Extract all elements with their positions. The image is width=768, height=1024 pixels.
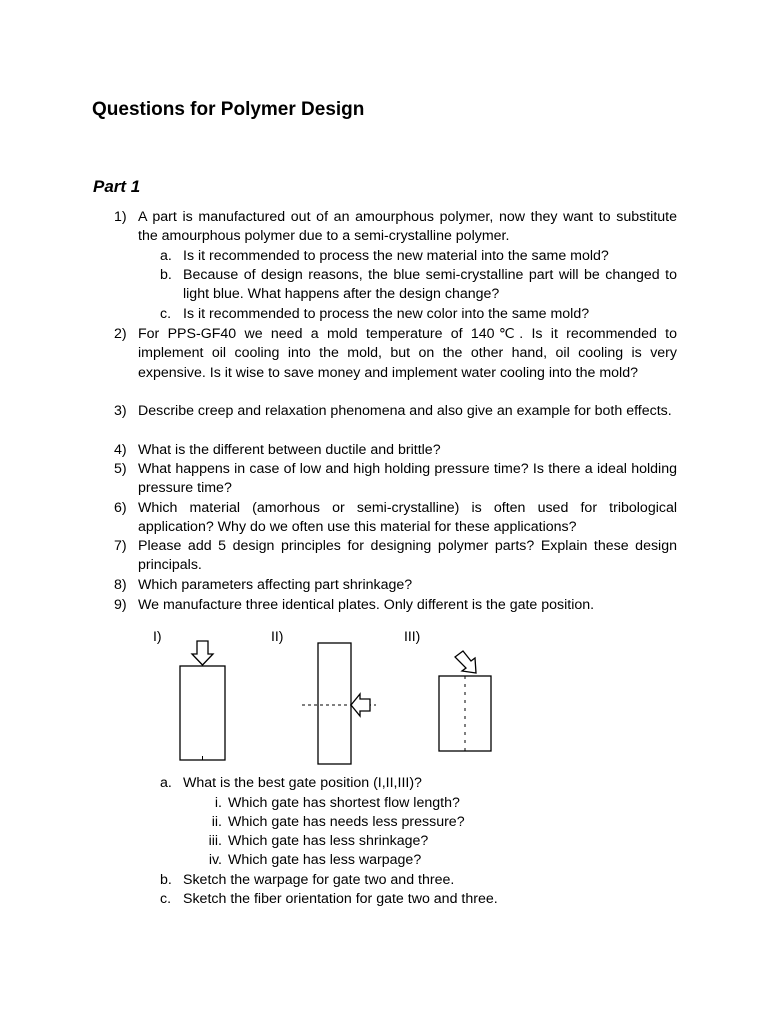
subitem-letter: c. bbox=[160, 891, 172, 907]
subitem-letter: c. bbox=[160, 306, 172, 322]
question-text: What is the different between ductile and brittle? bbox=[138, 442, 441, 458]
plate-two bbox=[302, 643, 376, 764]
roman-item-text: Which gate has less warpage? bbox=[228, 852, 422, 868]
question-number: 1) bbox=[114, 209, 127, 225]
gate-label-one: I) bbox=[153, 628, 162, 644]
subitem-letter: b. bbox=[160, 872, 172, 888]
question-9-a-iii bbox=[200, 832, 600, 851]
question-text: Which material (amorhous or semi-crystalline) is often used for tribological application? Why do we often use this material for these applications? bbox=[138, 500, 677, 536]
question-number: 9) bbox=[114, 597, 127, 613]
subitem-text: Is it recommended to process the new material into the same mold? bbox=[183, 248, 609, 264]
roman-numeral: i. bbox=[214, 795, 222, 811]
roman-numeral: ii. bbox=[211, 814, 222, 830]
roman-item-text: Which gate has needs less pressure? bbox=[228, 814, 465, 830]
question-text: A part is manufactured out of an amourphous polymer, now they want to substitute the amourphous polymer due to a semi-crystalline polymer. bbox=[138, 209, 677, 245]
roman-numeral: iv. bbox=[208, 852, 222, 868]
part-heading: Part 1 bbox=[93, 177, 141, 196]
question-9-a bbox=[160, 774, 677, 793]
question-9-a-iv bbox=[200, 851, 600, 870]
question-text: What happens in case of low and high holding pressure time? Is there a ideal holding pressure time? bbox=[138, 461, 677, 497]
plate-three bbox=[439, 651, 491, 751]
question-9-a-i bbox=[200, 794, 600, 813]
gate-label-three: III) bbox=[404, 628, 421, 644]
gate-label-two: II) bbox=[271, 628, 284, 644]
subitem-text: Because of design reasons, the blue semi-crystalline part will be changed to light blue. What happens after the design change? bbox=[183, 267, 677, 303]
question-text: For PPS-GF40 we need a mold temperature of 140℃. Is it recommended to implement oil cooling into the mold, but on the other hand, oil cooling is very expensive. Is it wise to save money and implement water cooling into the mold? bbox=[138, 326, 677, 381]
roman-item-text: Which gate has less shrinkage? bbox=[228, 833, 429, 849]
question-number: 3) bbox=[114, 403, 127, 419]
roman-numeral: iii. bbox=[208, 833, 222, 849]
roman-item-text: Which gate has shortest flow length? bbox=[228, 795, 460, 811]
subitem-letter: a. bbox=[160, 248, 172, 264]
question-number: 4) bbox=[114, 442, 127, 458]
question-text: Which parameters affecting part shrinkage? bbox=[138, 577, 413, 593]
question-number: 5) bbox=[114, 461, 127, 477]
subitem-letter: b. bbox=[160, 267, 172, 283]
question-number: 6) bbox=[114, 500, 127, 516]
question-9-b bbox=[160, 871, 677, 890]
subitem-text: What is the best gate position (I,II,III)? bbox=[183, 775, 422, 791]
gate-arrow-three-icon bbox=[455, 651, 476, 673]
question-9-a-ii bbox=[200, 813, 600, 832]
question-text: Please add 5 design principles for designing polymer parts? Explain these design principals. bbox=[138, 538, 677, 574]
question-number: 8) bbox=[114, 577, 127, 593]
question-number: 2) bbox=[114, 326, 127, 342]
subitem-text: Is it recommended to process the new color into the same mold? bbox=[183, 306, 590, 322]
subitem-letter: a. bbox=[160, 775, 172, 791]
question-9-c bbox=[160, 890, 677, 909]
document-title: Questions for Polymer Design bbox=[92, 99, 365, 120]
question-text: We manufacture three identical plates. Only different is the gate position. bbox=[138, 597, 595, 613]
subitem-text: Sketch the fiber orientation for gate two and three. bbox=[183, 891, 498, 907]
gate-arrow-one-icon bbox=[192, 641, 213, 665]
plate-one bbox=[180, 641, 225, 760]
question-text: Describe creep and relaxation phenomena and also give an example for both effects. bbox=[138, 403, 672, 419]
question-number: 7) bbox=[114, 538, 127, 554]
subitem-text: Sketch the warpage for gate two and three. bbox=[183, 872, 455, 888]
gate-arrow-two-icon bbox=[351, 694, 370, 716]
